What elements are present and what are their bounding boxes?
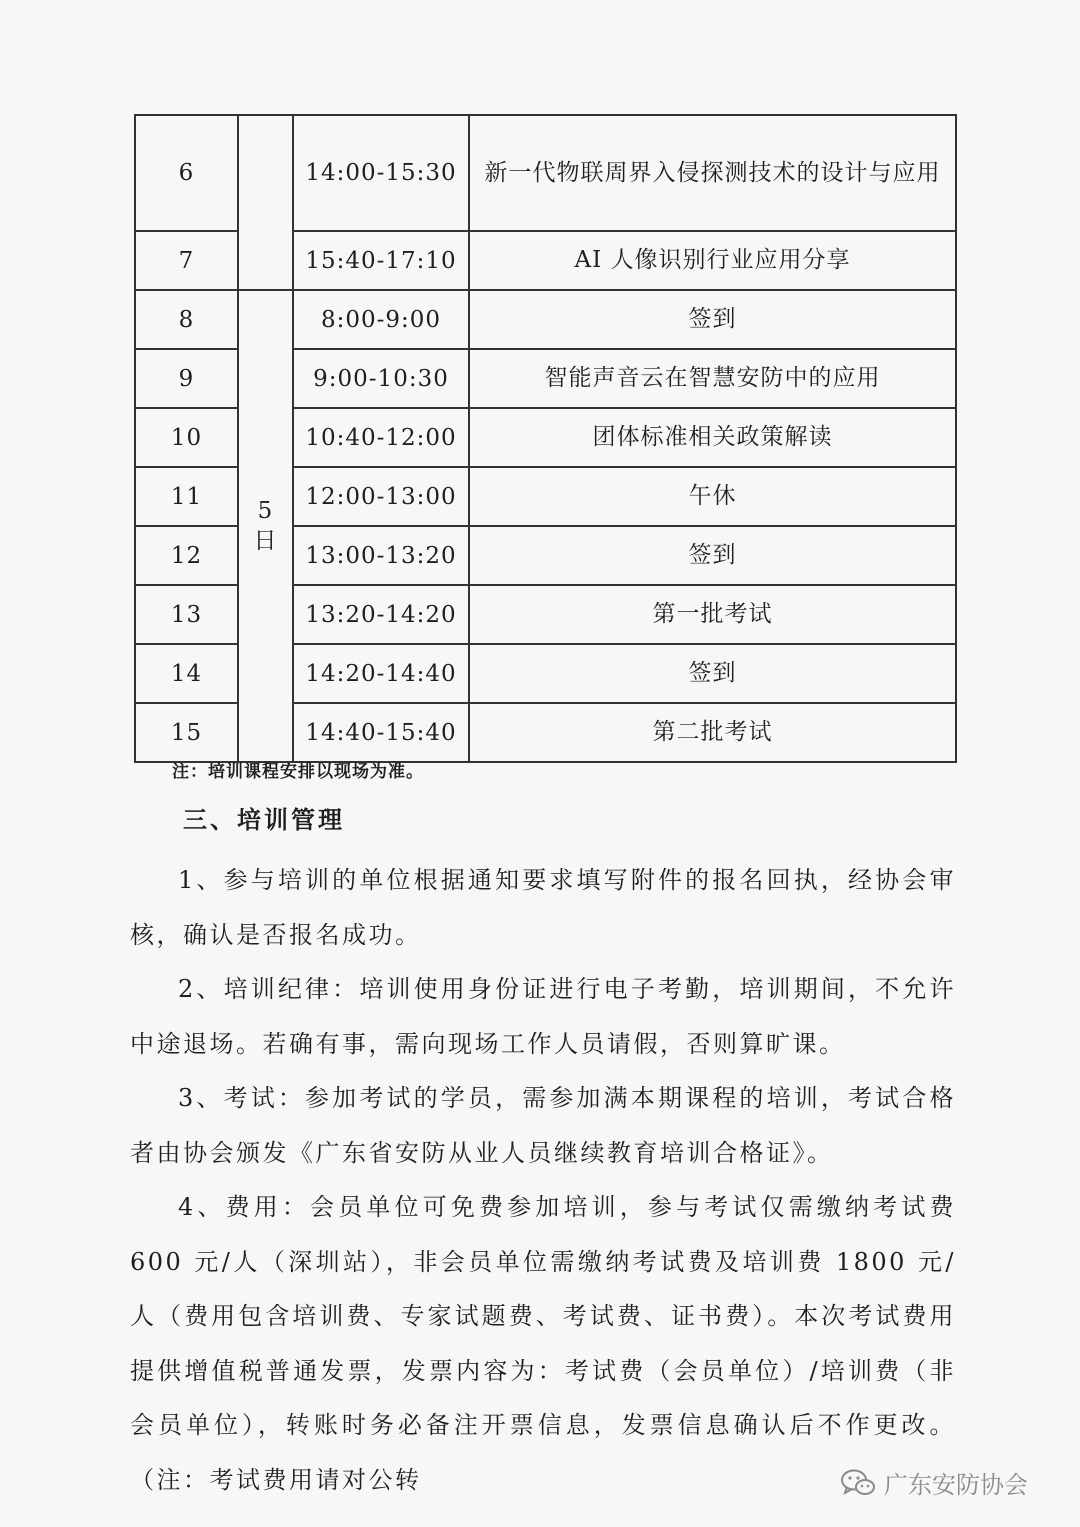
- row-time: 14:20-14:40: [293, 644, 469, 703]
- row-time: 13:20-14:20: [293, 585, 469, 644]
- row-time: 13:00-13:20: [293, 526, 469, 585]
- row-time: 10:40-12:00: [293, 408, 469, 467]
- row-time: 8:00-9:00: [293, 290, 469, 349]
- paragraph-fees: 4、费用：会员单位可免费参加培训，参与考试仅需缴纳考试费 600 元/人（深圳站），非会员单位需缴纳考试费及培训费 1800 元/人（费用包含培训费、专家试题费、考试费、证书费）。本次考试费用提供增值税普通发票，发票内容为：考试费（会员单位）/培训费（非会员单位），转账时务必备注开票信息，发票信息确认后不作更改。（注：考试费用请对公转: [130, 1193, 956, 1494]
- row-number: 11: [135, 467, 238, 526]
- paragraph-exam: 3、考试：参加考试的学员，需参加满本期课程的培训，考试合格者由协会颁发《广东省安防从业人员继续教育培训合格证》。: [130, 1084, 956, 1167]
- row-topic: 签到: [469, 526, 956, 585]
- table-row: [135, 290, 956, 349]
- table-row: [135, 115, 956, 231]
- training-schedule-table: [134, 114, 957, 763]
- watermark: [840, 1465, 1028, 1500]
- row-time: 12:00-13:00: [293, 467, 469, 526]
- day-unit: 日: [253, 528, 278, 554]
- day-number: 5: [257, 498, 274, 524]
- row-topic: AI 人像识别行业应用分享: [469, 231, 956, 290]
- row-number: 8: [135, 290, 238, 349]
- row-time: 14:00-15:30: [293, 115, 469, 231]
- row-number: 9: [135, 349, 238, 408]
- wechat-icon: [840, 1468, 876, 1498]
- row-topic: 第二批考试: [469, 703, 956, 762]
- row-topic: 午休: [469, 467, 956, 526]
- row-time: 14:40-15:40: [293, 703, 469, 762]
- row-topic: 签到: [469, 644, 956, 703]
- row-number: 12: [135, 526, 238, 585]
- row-topic: 智能声音云在智慧安防中的应用: [469, 349, 956, 408]
- row-number: 6: [135, 115, 238, 231]
- row-topic: 团体标准相关政策解读: [469, 408, 956, 467]
- table-note: 注：培训课程安排以现场为准。: [172, 762, 424, 782]
- row-number: 10: [135, 408, 238, 467]
- row-number: 15: [135, 703, 238, 762]
- row-topic: 第一批考试: [469, 585, 956, 644]
- day-cell-previous: [238, 115, 293, 290]
- paragraph-registration: 1、参与培训的单位根据通知要求填写附件的报名回执，经协会审核，确认是否报名成功。: [130, 866, 956, 949]
- row-number: 7: [135, 231, 238, 290]
- section-body: [130, 853, 956, 1507]
- section-title: 三、培训管理: [183, 806, 345, 834]
- paragraph-discipline: 2、培训纪律：培训使用身份证进行电子考勤，培训期间，不允许中途退场。若确有事，需向现场工作人员请假，否则算旷课。: [130, 975, 956, 1058]
- row-topic: 签到: [469, 290, 956, 349]
- watermark-text: 广东安防协会: [884, 1471, 1028, 1499]
- day-cell-5: [238, 290, 293, 762]
- row-time: 15:40-17:10: [293, 231, 469, 290]
- row-topic: 新一代物联周界入侵探测技术的设计与应用: [469, 115, 956, 231]
- row-number: 14: [135, 644, 238, 703]
- row-number: 13: [135, 585, 238, 644]
- row-time: 9:00-10:30: [293, 349, 469, 408]
